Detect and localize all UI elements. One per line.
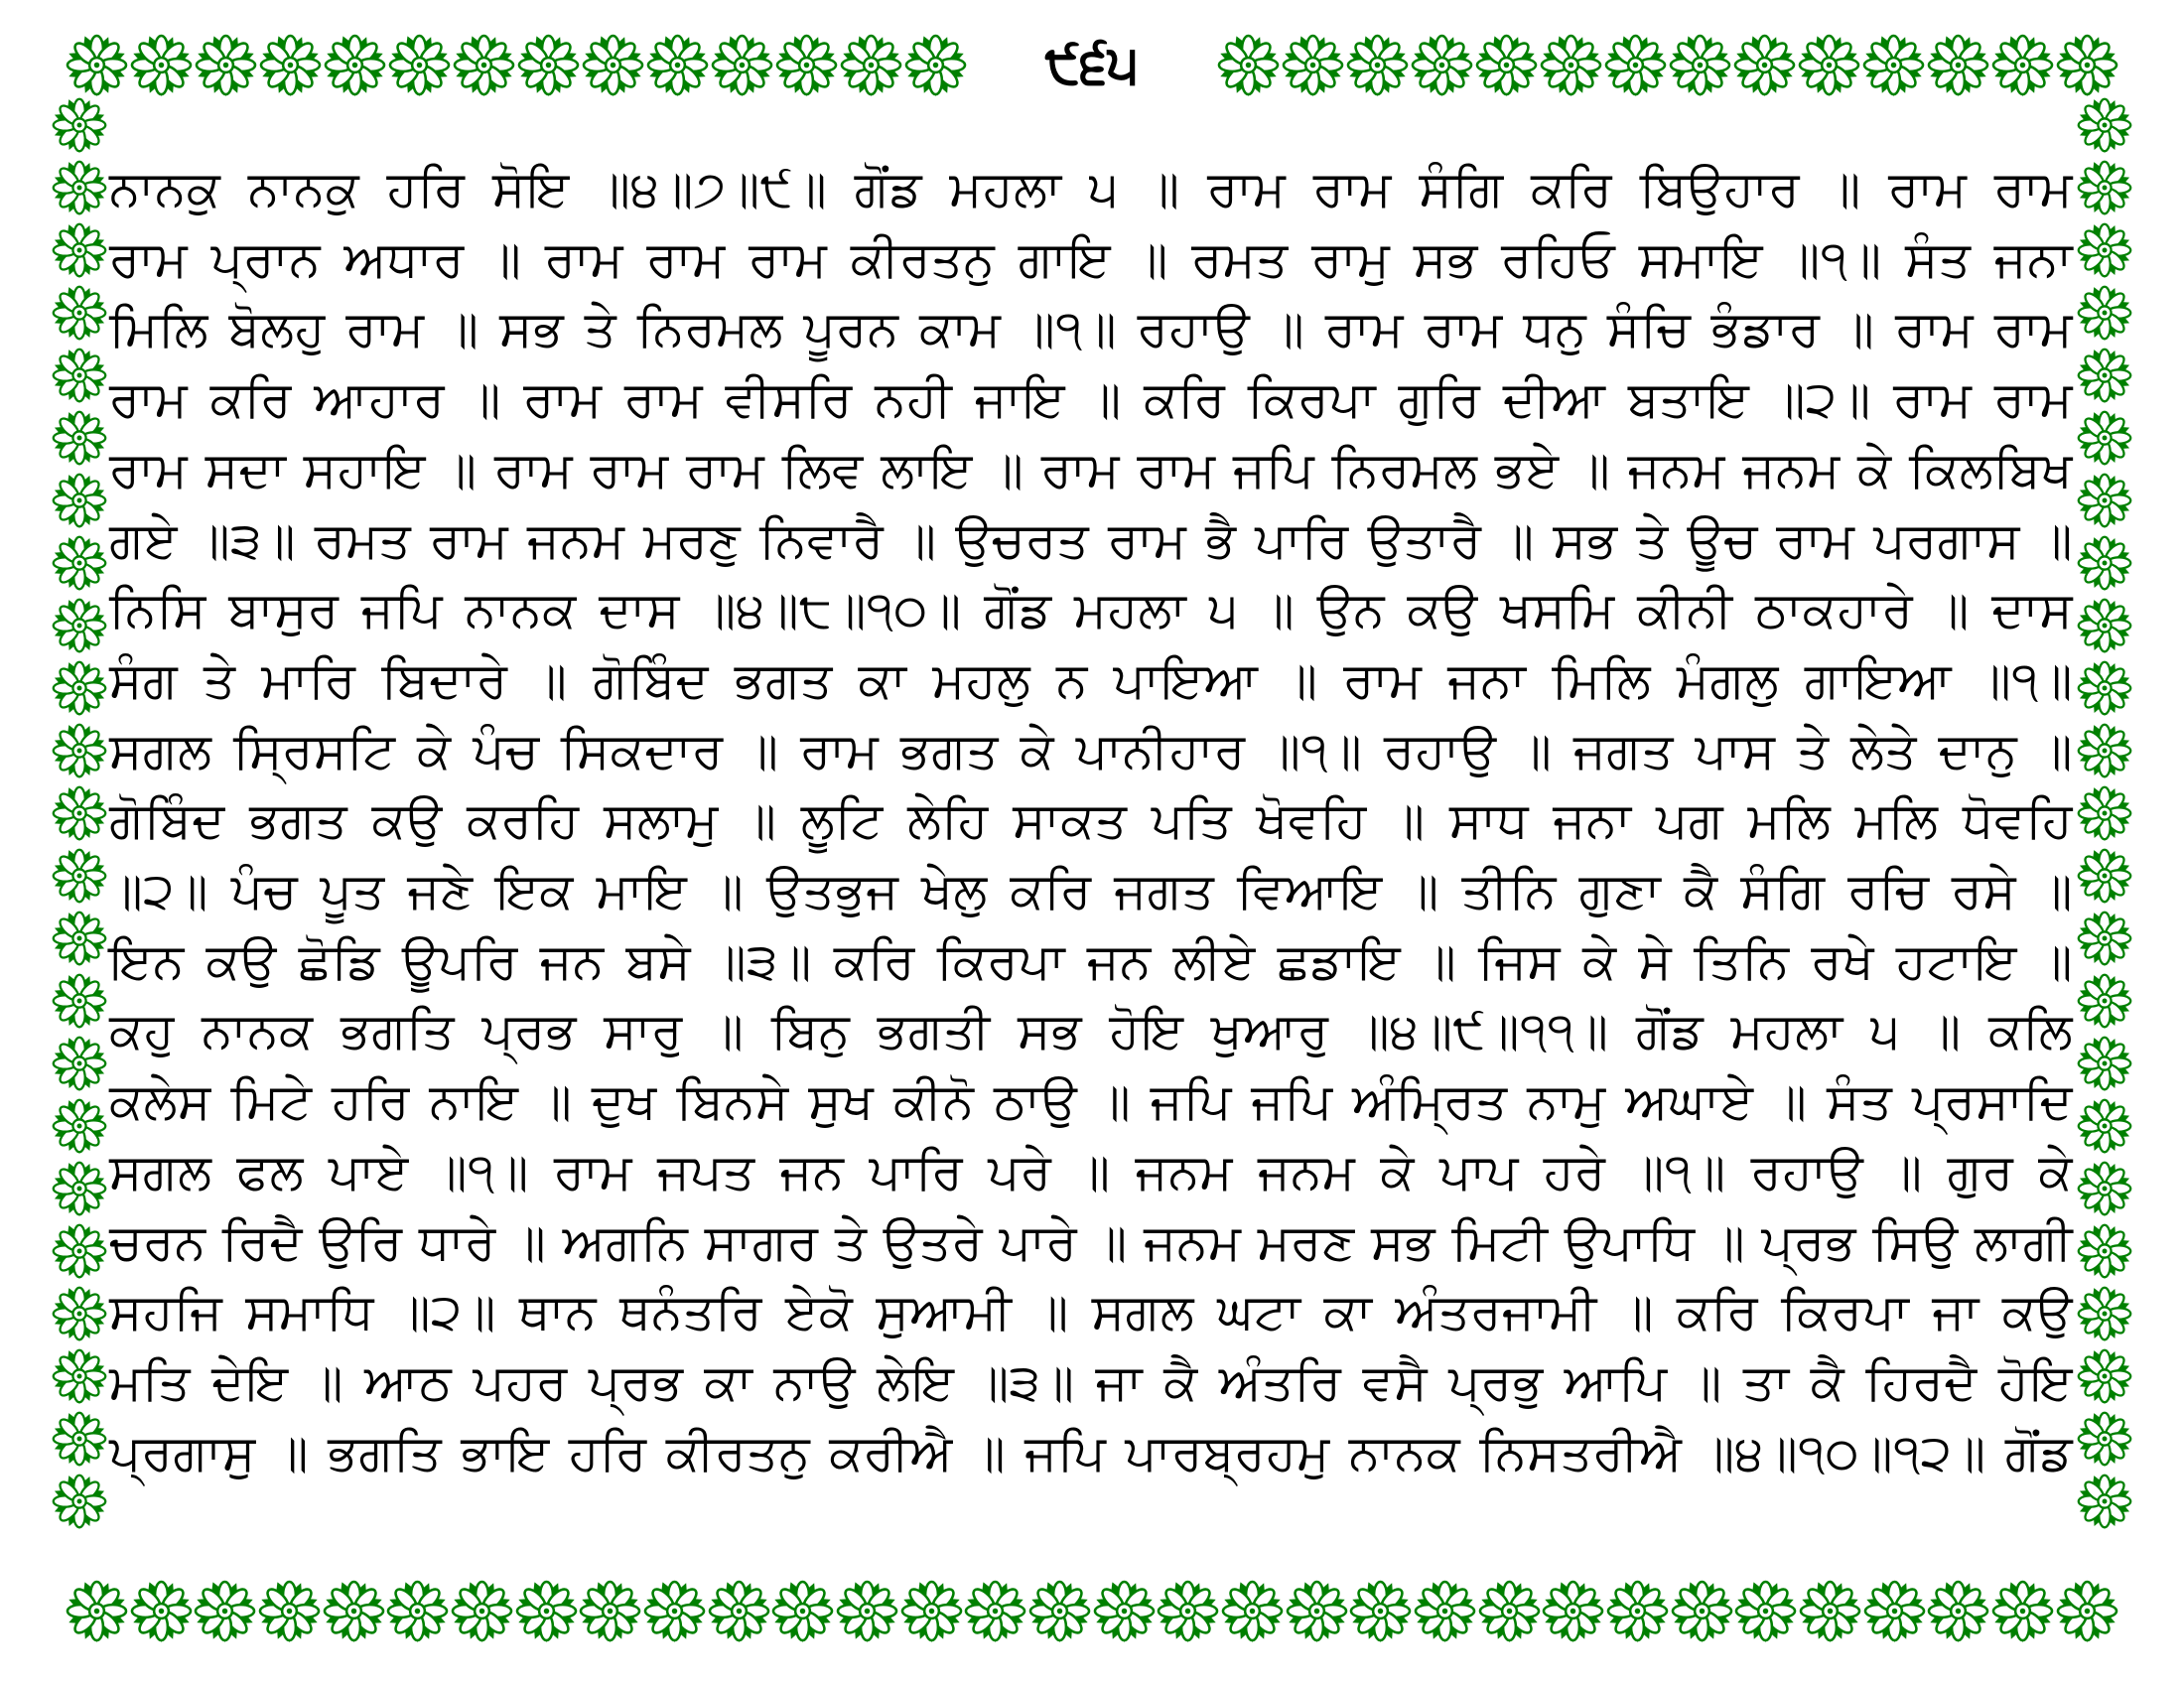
flower-icon [840, 34, 902, 96]
right-border [2077, 97, 2132, 1569]
flower-icon [52, 1411, 107, 1467]
flower-icon [323, 1580, 385, 1642]
flower-icon [2077, 1161, 2132, 1216]
flower-icon [52, 1286, 107, 1341]
text-line: ਸਹਜਿ ਸਮਾਧਿ ॥੨॥ ਥਾਨ ਥਨੰਤਰਿ ਏਕੋ ਸੁਆਮੀ ॥ ਸਗਲ ਘਟਾ ਕਾ ਅੰਤਰਜਾਮੀ ॥ ਕਰਿ ਕਿਰਪਾ ਜਾ ਕਉ [109, 1284, 2073, 1340]
flower-icon [324, 34, 386, 96]
flower-icon [2077, 1098, 2132, 1154]
text-line: ਨਿਸਿ ਬਾਸੁਰ ਜਪਿ ਨਾਨਕ ਦਾਸ ॥੪॥੮॥੧੦॥ ਗੋਂਡ ਮਹਲਾ ੫ ॥ ਉਨ ਕਉ ਖਸਮਿ ਕੀਨੀ ਠਾਕਹਾਰੇ ॥ ਦਾਸ [109, 582, 2073, 638]
text-line: ਸਗਲ ਫਲ ਪਾਏ ॥੧॥ ਰਾਮ ਜਪਤ ਜਨ ਪਾਰਿ ਪਰੇ ॥ ਜਨਮ ਜਨਮ ਕੇ ਪਾਪ ਹਰੇ ॥੧॥ ਰਹਾਉ ॥ ਗੁਰ ਕੇ [109, 1143, 2073, 1199]
flower-icon [52, 97, 107, 153]
flower-icon [1093, 1580, 1156, 1642]
flower-icon [1671, 1580, 1733, 1642]
text-line: ਮਤਿ ਦੇਇ ॥ ਆਠ ਪਹਰ ਪ੍ਰਭ ਕਾ ਨਾਉ ਲੇਇ ॥੩॥ ਜਾ ਕੈ ਅੰਤਰਿ ਵਸੈ ਪ੍ਰਭੁ ਆਪਿ ॥ ਤਾ ਕੈ ਹਿਰਦੈ ਹੋਇ [109, 1353, 2073, 1410]
flower-icon [1798, 34, 1860, 96]
flower-icon [195, 34, 257, 96]
top-border [66, 34, 2118, 96]
flower-icon [904, 34, 967, 96]
flower-icon [1346, 34, 1409, 96]
flower-icon [2077, 97, 2132, 153]
flower-icon [1799, 1580, 1861, 1642]
text-line: ਕਲੇਸ ਮਿਟੇ ਹਰਿ ਨਾਇ ॥ ਦੁਖ ਬਿਨਸੇ ਸੁਖ ਕੀਨੋ ਠਾਉ ॥ ਜਪਿ ਜਪਿ ਅੰਮ੍ਰਿਤ ਨਾਮੁ ਅਘਾਏ ॥ ਸੰਤ ਪ੍ਰਸਾਦਿ [109, 1073, 2073, 1130]
flower-icon [1604, 34, 1667, 96]
flower-icon [2077, 660, 2132, 716]
page-number: ੯੬੫ [1044, 35, 1140, 94]
flower-icon [515, 1580, 578, 1642]
flower-icon [2077, 1411, 2132, 1467]
flower-icon [1991, 1580, 2054, 1642]
top-border-flowers-left [66, 34, 967, 96]
flower-icon [451, 1580, 513, 1642]
flower-icon [2077, 598, 2132, 653]
flower-icon [258, 1580, 321, 1642]
flower-icon [646, 34, 709, 96]
flower-icon [1863, 1580, 1926, 1642]
flower-icon [1669, 34, 1731, 96]
flower-icon [52, 1474, 107, 1529]
flower-icon [1414, 1580, 1476, 1642]
flower-icon [453, 34, 515, 96]
flower-icon [775, 34, 838, 96]
flower-icon [643, 1580, 706, 1642]
flower-icon [52, 785, 107, 841]
flower-icon [66, 1580, 128, 1642]
flower-icon [2077, 1223, 2132, 1279]
text-line: ਕਹੁ ਨਾਨਕ ਭਗਤਿ ਪ੍ਰਭ ਸਾਰੁ ॥ ਬਿਨੁ ਭਗਤੀ ਸਭ ਹੋਇ ਖੁਆਰੁ ॥੪॥੯॥੧੧॥ ਗੋਂਡ ਮਹਲਾ ੫ ॥ ਕਲਿ [109, 1003, 2073, 1059]
flower-icon [52, 598, 107, 653]
flower-icon [388, 34, 451, 96]
text-line: ਇਨ ਕਉ ਛੋਡਿ ਊਪਰਿ ਜਨ ਬਸੇ ॥੩॥ ਕਰਿ ਕਿਰਪਾ ਜਨ ਲੀਏ ਛਡਾਇ ॥ ਜਿਸ ਕੇ ਸੇ ਤਿਨਿ ਰਖੇ ਹਟਾਇ ॥ [109, 932, 2073, 989]
flower-icon [52, 473, 107, 528]
flower-icon [52, 660, 107, 716]
flower-icon [1927, 34, 1989, 96]
text-line: ਚਰਨ ਰਿਦੈ ਉਰਿ ਧਾਰੇ ॥ ਅਗਨਿ ਸਾਗਰ ਤੇ ਉਤਰੇ ਪਾਰੇ ॥ ਜਨਮ ਮਰਣ ਸਭ ਮਿਟੀ ਉਪਾਧਿ ॥ ਪ੍ਰਭ ਸਿਉ ਲਾਗੀ [109, 1213, 2073, 1270]
text-line: ਸੰਗ ਤੇ ਮਾਰਿ ਬਿਦਾਰੇ ॥ ਗੋਬਿੰਦ ਭਗਤ ਕਾ ਮਹਲੁ ਨ ਪਾਇਆ ॥ ਰਾਮ ਜਨਾ ਮਿਲਿ ਮੰਗਲੁ ਗਾਇਆ ॥੧॥ [109, 651, 2073, 708]
text-line: ਰਾਮ ਪ੍ਰਾਨ ਅਧਾਰ ॥ ਰਾਮ ਰਾਮ ਰਾਮ ਕੀਰਤਨੁ ਗਾਇ ॥ ਰਮਤ ਰਾਮੁ ਸਭ ਰਹਿਓ ਸਮਾਇ ॥੧॥ ਸੰਤ ਜਨਾ [109, 230, 2073, 287]
flower-icon [259, 34, 322, 96]
flower-icon [52, 1098, 107, 1154]
flower-icon [2077, 160, 2132, 215]
text-line: ਪ੍ਰਗਾਸੁ ॥ ਭਗਤਿ ਭਾਇ ਹਰਿ ਕੀਰਤਨੁ ਕਰੀਐ ॥ ਜਪਿ ਪਾਰਬ੍ਰਹਮੁ ਨਾਨਕ ਨਿਸਤਰੀਐ ॥੪॥੧੦॥੧੨॥ ਗੋਂਡ [109, 1424, 2073, 1480]
flower-icon [2077, 535, 2132, 591]
left-border [52, 97, 107, 1569]
flower-icon [1411, 34, 1473, 96]
flower-icon [2077, 973, 2132, 1029]
flower-icon [52, 911, 107, 966]
flower-icon [52, 160, 107, 215]
flower-icon [1028, 1580, 1091, 1642]
flower-icon [130, 34, 193, 96]
flower-icon [66, 34, 128, 96]
flower-icon [2077, 911, 2132, 966]
flower-icon [711, 34, 773, 96]
flower-icon [2077, 1348, 2132, 1404]
flower-icon [1478, 1580, 1541, 1642]
flower-icon [579, 1580, 641, 1642]
flower-icon [2077, 1286, 2132, 1341]
flower-icon [2077, 222, 2132, 278]
top-border-flowers-right [1217, 34, 2118, 96]
flower-icon [1733, 34, 1796, 96]
flower-icon [130, 1580, 193, 1642]
flower-icon [52, 1223, 107, 1279]
text-line: ਰਾਮ ਕਰਿ ਆਹਾਰ ॥ ਰਾਮ ਰਾਮ ਵੀਸਰਿ ਨਹੀ ਜਾਇ ॥ ਕਰਿ ਕਿਰਪਾ ਗੁਰਿ ਦੀਆ ਬਤਾਇ ॥੨॥ ਰਾਮ ਰਾਮ [109, 371, 2073, 428]
flower-icon [2077, 410, 2132, 466]
flower-icon [517, 34, 580, 96]
text-line: ॥੨॥ ਪੰਚ ਪੂਤ ਜਣੇ ਇਕ ਮਾਇ ॥ ਉਤਭੁਜ ਖੇਲੁ ਕਰਿ ਜਗਤ ਵਿਆਇ ॥ ਤੀਨਿ ਗੁਣਾ ਕੈ ਸੰਗਿ ਰਚਿ ਰਸੇ ॥ [109, 863, 2073, 919]
flower-icon [52, 348, 107, 403]
text-line: ਸਗਲ ਸ੍ਰਿਸਟਿ ਕੇ ਪੰਚ ਸਿਕਦਾਰ ॥ ਰਾਮ ਭਗਤ ਕੇ ਪਾਨੀਹਾਰ ॥੧॥ ਰਹਾਉ ॥ ਜਗਤ ਪਾਸ ਤੇ ਲੇਤੇ ਦਾਨੁ ॥ [109, 722, 2073, 778]
flower-icon [52, 1161, 107, 1216]
flower-icon [52, 1036, 107, 1091]
flower-icon [2077, 473, 2132, 528]
flower-icon [1475, 34, 1538, 96]
flower-icon [900, 1580, 963, 1642]
scripture-text [109, 154, 2073, 1487]
flower-icon [582, 34, 644, 96]
flower-icon [1286, 1580, 1348, 1642]
text-line: ਰਾਮ ਸਦਾ ਸਹਾਇ ॥ ਰਾਮ ਰਾਮ ਰਾਮ ਲਿਵ ਲਾਇ ॥ ਰਾਮ ਰਾਮ ਜਪਿ ਨਿਰਮਲ ਭਏ ॥ ਜਨਮ ਜਨਮ ਕੇ ਕਿਲਬਿਖ [109, 441, 2073, 497]
flower-icon [2056, 34, 2118, 96]
flower-icon [2077, 348, 2132, 403]
flower-icon [2077, 285, 2132, 341]
flower-icon [2077, 848, 2132, 904]
flower-icon [52, 848, 107, 904]
flower-icon [386, 1580, 449, 1642]
bottom-border [66, 1580, 2118, 1642]
flower-icon [1282, 34, 1344, 96]
flower-icon [194, 1580, 256, 1642]
flower-icon [2056, 1580, 2118, 1642]
flower-icon [1991, 34, 2054, 96]
text-line: ਮਿਲਿ ਬੋਲਹੁ ਰਾਮ ॥ ਸਭ ਤੇ ਨਿਰਮਲ ਪੂਰਨ ਕਾਮ ॥੧॥ ਰਹਾਉ ॥ ਰਾਮ ਰਾਮ ਧਨੁ ਸੰਚਿ ਭੰਡਾਰ ॥ ਰਾਮ ਰਾਮ [109, 301, 2073, 357]
flower-icon [1862, 34, 1925, 96]
flower-icon [1927, 1580, 1989, 1642]
flower-icon [1542, 1580, 1604, 1642]
text-line: ਗੋਬਿੰਦ ਭਗਤ ਕਉ ਕਰਹਿ ਸਲਾਮੁ ॥ ਲੂਟਿ ਲੇਹਿ ਸਾਕਤ ਪਤਿ ਖੋਵਹਿ ॥ ਸਾਧ ਜਨਾ ਪਗ ਮਲਿ ਮਲਿ ਧੋਵਹਿ [109, 792, 2073, 849]
text-line: ਗਏ ॥੩॥ ਰਮਤ ਰਾਮ ਜਨਮ ਮਰਣੁ ਨਿਵਾਰੈ ॥ ਉਚਰਤ ਰਾਮ ਭੈ ਪਾਰਿ ਉਤਾਰੈ ॥ ਸਭ ਤੇ ਊਚ ਰਾਮ ਪਰਗਾਸ ॥ [109, 511, 2073, 568]
flower-icon [1157, 1580, 1219, 1642]
flower-icon [1606, 1580, 1669, 1642]
text-line: ਨਾਨਕੁ ਨਾਨਕੁ ਹਰਿ ਸੋਇ ॥੪॥੭॥੯॥ ਗੋਂਡ ਮਹਲਾ ੫ ॥ ਰਾਮ ਰਾਮ ਸੰਗਿ ਕਰਿ ਬਿਉਹਾਰ ॥ ਰਾਮ ਰਾਮ [109, 161, 2073, 216]
flower-icon [2077, 1036, 2132, 1091]
flower-icon [52, 285, 107, 341]
flower-icon [52, 410, 107, 466]
flower-icon [771, 1580, 834, 1642]
flower-icon [52, 973, 107, 1029]
flower-icon [52, 535, 107, 591]
flower-icon [1217, 34, 1280, 96]
flower-icon [2077, 785, 2132, 841]
flower-icon [1540, 34, 1602, 96]
flower-icon [1349, 1580, 1412, 1642]
flower-icon [52, 1348, 107, 1404]
flower-icon [836, 1580, 898, 1642]
flower-icon [708, 1580, 770, 1642]
flower-icon [52, 723, 107, 778]
flower-icon [964, 1580, 1026, 1642]
flower-icon [1221, 1580, 1284, 1642]
flower-icon [2077, 723, 2132, 778]
flower-icon [1734, 1580, 1797, 1642]
flower-icon [52, 222, 107, 278]
flower-icon [2077, 1474, 2132, 1529]
